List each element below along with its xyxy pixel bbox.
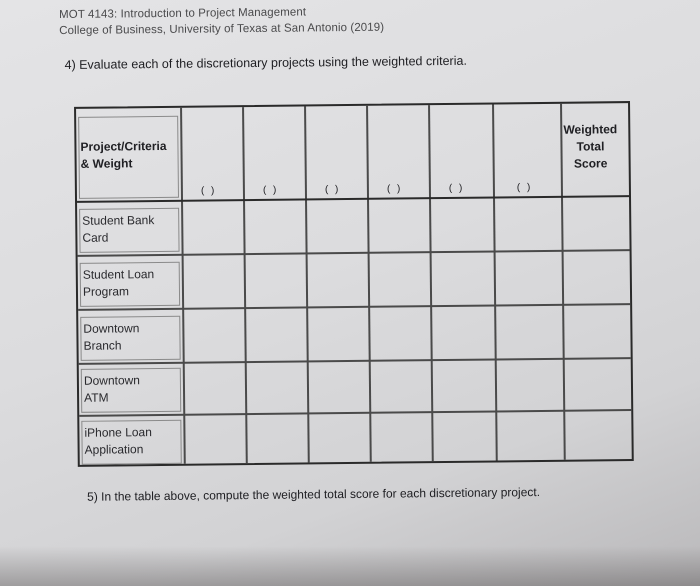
weighted-total-score-header [556, 121, 625, 173]
row-downtown-branch [83, 320, 139, 355]
row-label-line: Program [82, 284, 130, 299]
row-label-line: iPhone Loan [84, 425, 152, 440]
criteria-weight-3: ( ) [324, 184, 341, 196]
criteria-weight-5: ( ) [448, 182, 465, 194]
criteria-weight-2: ( ) [262, 184, 279, 196]
weighted-header-line: Total [576, 139, 605, 154]
row-label-line: Student Bank [82, 213, 155, 228]
criteria-weight-1: ( ) [200, 185, 217, 197]
weighted-header-line: Score [573, 156, 608, 171]
college-name: College of Business, University of Texas at San Antonio (2019) [59, 21, 385, 38]
course-title: MOT 4143: Introduction to Project Management [59, 6, 307, 22]
project-criteria-header [80, 138, 166, 173]
column-divider [366, 106, 371, 462]
row-label-line: Downtown [83, 321, 140, 336]
row-downtown-atm [84, 372, 140, 407]
question-5: 5) In the table above, compute the weighted total score for each discretionary project. [87, 485, 541, 504]
header-label-line-1: Project/Criteria [80, 138, 167, 154]
row-iphone-loan-application [84, 424, 152, 459]
row-label-line: ATM [84, 390, 109, 405]
row-label-line: Downtown [83, 373, 141, 388]
row-student-bank-card [82, 212, 154, 247]
column-divider [242, 107, 247, 463]
criteria-table [74, 101, 634, 467]
criteria-weight-4: ( ) [386, 183, 403, 195]
photo-shadow [0, 546, 700, 586]
row-label-line: Branch [83, 338, 122, 353]
question-4: 4) Evaluate each of the discretionary projects using the weighted criteria. [64, 53, 467, 72]
row-label-line: Card [82, 230, 109, 245]
column-divider [492, 104, 497, 460]
weighted-header-line: Weighted [563, 122, 618, 137]
row-label-line: Student Loan [82, 267, 155, 282]
row-label-line: Application [84, 442, 144, 457]
criteria-weight-6: ( ) [516, 182, 533, 194]
column-divider [304, 106, 309, 462]
column-divider [428, 105, 433, 461]
header-label-line-2: & Weight [80, 156, 133, 171]
row-student-loan-program [83, 266, 155, 301]
